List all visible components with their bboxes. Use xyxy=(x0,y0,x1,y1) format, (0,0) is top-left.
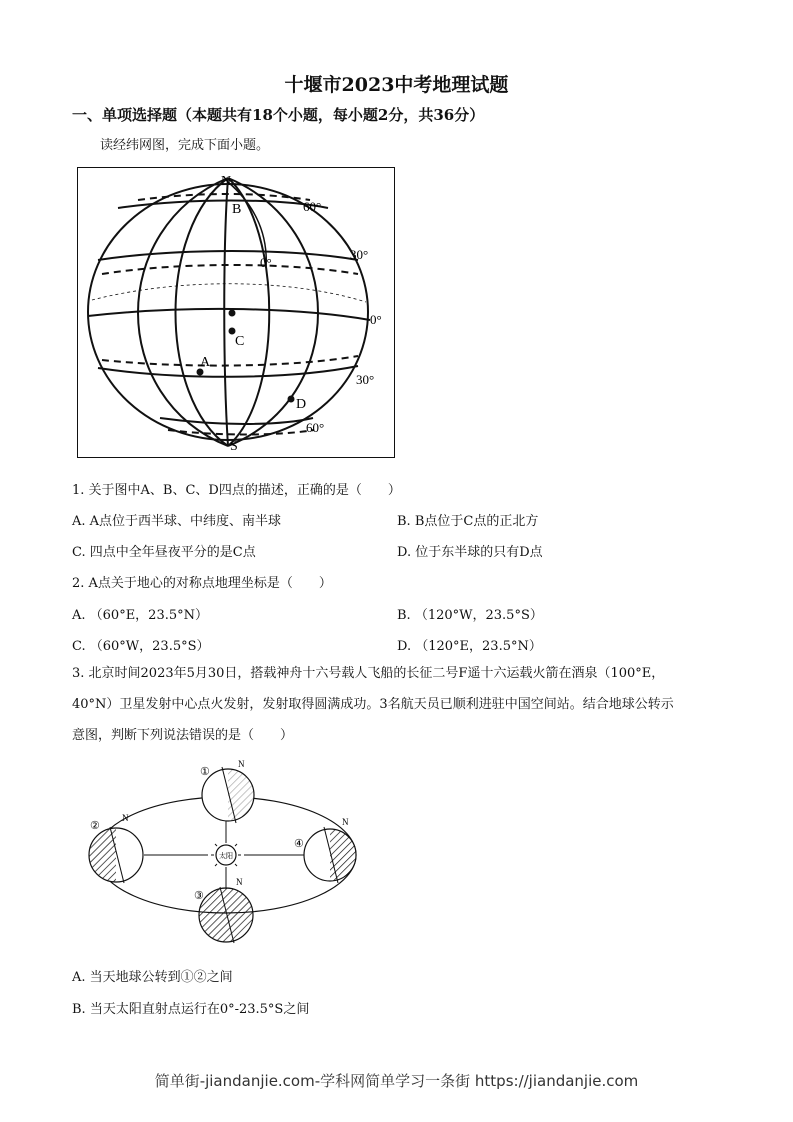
q2-stem: 2. A点关于地心的对称点地理坐标是（ ） xyxy=(72,576,332,591)
parallel-dashed xyxy=(102,356,358,366)
graticule-diagram xyxy=(78,168,393,456)
q3-line: 3. 北京时间2023年5月30日，搭载神舟十六号载人飞船的长征二号F遥十六运载火箭在酒泉（100°E， xyxy=(72,666,665,681)
north-label-3: N xyxy=(236,877,243,887)
point-d-label: D xyxy=(296,397,307,412)
parallel-dashed xyxy=(102,265,358,274)
meridian-line xyxy=(224,178,228,446)
point-c-label: C xyxy=(235,334,245,349)
point-d-marker xyxy=(288,396,295,403)
earth-position-3 xyxy=(199,888,253,942)
lat-0-label: 0° xyxy=(370,312,382,327)
q1-option-a: A. A点位于西半球、中纬度、南半球 xyxy=(72,514,282,529)
lat-30s-label: 30° xyxy=(356,372,375,387)
intro-text: 读经纬网图，完成下面小题。 xyxy=(100,138,270,153)
graticule-figure xyxy=(77,167,395,458)
q1-option-d: D. 位于东半球的只有D点 xyxy=(397,545,543,560)
meridian-line xyxy=(176,178,229,446)
north-pole-label: N xyxy=(221,174,232,189)
lat-60s-label: 60° xyxy=(306,420,325,435)
q1-stem: 1. 关于图中A、B、C、D四点的描述，正确的是（ ） xyxy=(72,483,401,498)
q2-option-b: B. （120°W，23.5°S） xyxy=(397,608,543,623)
q1-option-b: B. B点位于C点的正北方 xyxy=(397,514,539,529)
parallel-30n xyxy=(98,251,358,260)
q3-stem xyxy=(72,658,727,751)
point-a-label: A xyxy=(200,355,211,370)
page-footer[interactable]: 简单街-jiandanjie.com-学科网简单学习一条街 https://jiandanjie.com xyxy=(154,1072,639,1090)
position-1-label: ① xyxy=(200,766,210,778)
meridian-line xyxy=(138,178,228,446)
revolution-figure xyxy=(82,757,367,949)
q2-option-d: D. （120°E，23.5°N） xyxy=(397,639,542,654)
meridian-0-label: 0° xyxy=(260,255,272,270)
point-marker xyxy=(229,310,236,317)
q2-option-a: A. （60°E，23.5°N） xyxy=(72,608,209,623)
lat-60n-label: 60° xyxy=(303,199,322,214)
lat-30n-label: 30° xyxy=(350,247,369,262)
position-3-label: ③ xyxy=(194,890,204,902)
north-label-4: N xyxy=(342,817,349,827)
north-label-1: N xyxy=(238,759,245,769)
parallel-30s xyxy=(98,366,358,377)
north-label-2: N xyxy=(122,813,129,823)
south-pole-label: S xyxy=(230,439,238,454)
point-b-label: B xyxy=(232,202,242,217)
equator-back-dashed xyxy=(92,284,366,302)
sun-label: 太阳 xyxy=(219,852,233,860)
q3-line: 40°N）卫星发射中心点火发射，发射取得圆满成功。3名航天员已顺利进驻中国空间站。结合地球公转示 xyxy=(72,697,674,712)
q2-option-c: C. （60°W，23.5°S） xyxy=(72,639,210,654)
q1-option-c: C. 四点中全年昼夜平分的是C点 xyxy=(72,545,256,560)
q3-option-b: B. 当天太阳直射点运行在0°-23.5°S之间 xyxy=(72,1002,310,1017)
q3-line: 意图，判断下列说法错误的是（ ） xyxy=(72,728,294,743)
page-title: 十堰市2023中考地理试题 xyxy=(284,74,509,96)
position-2-label: ② xyxy=(90,820,100,832)
q3-option-a: A. 当天地球公转到①②之间 xyxy=(72,970,233,985)
section-heading: 一、单项选择题（本题共有18个小题，每小题2分，共36分） xyxy=(72,106,485,124)
revolution-diagram xyxy=(82,757,367,949)
position-4-label: ④ xyxy=(294,838,304,850)
